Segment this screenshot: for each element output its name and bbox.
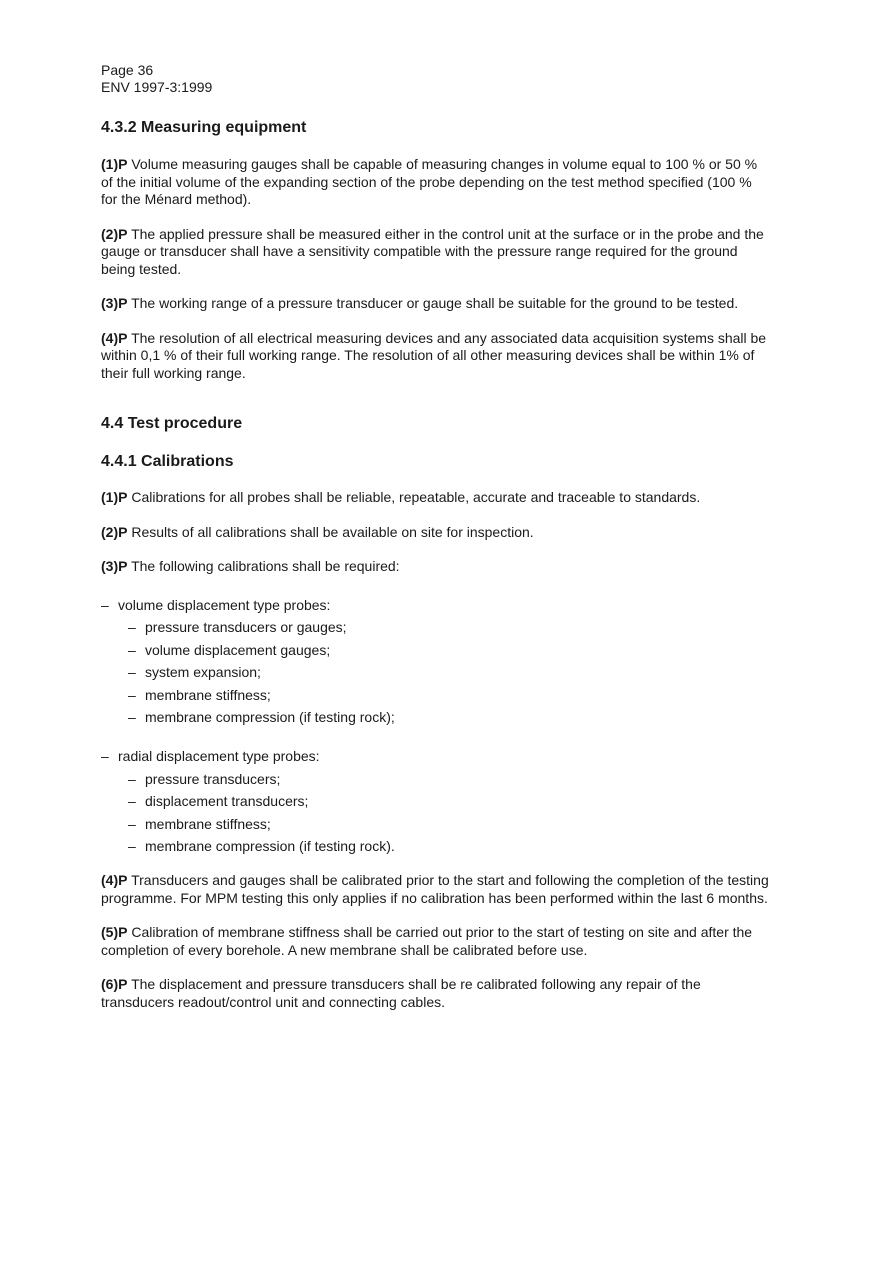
document-page	[101, 62, 771, 1011]
calib-paragraph-6p: (6)P The displacement and pressure transducers shall be re calibrated following any repair of the transducers readout/control unit and connecting cables.	[101, 976, 701, 1010]
heading-4-4-1: 4.4.1 Calibrations	[101, 453, 234, 470]
calib-paragraph-2p: (2)P Results of all calibrations shall be available on site for inspection.	[101, 523, 534, 540]
list-head: – volume displacement type probes:	[101, 596, 331, 613]
volume-probe-list	[101, 594, 771, 730]
paragraph-2p: (2)P The applied pressure shall be measured either in the control unit at the surface or in the probe and the gauge or transducer shall have a sensitivity compatible with the pressure range required for the ground being tested.	[101, 225, 764, 277]
heading-4-3-2: 4.3.2 Measuring equipment	[101, 119, 307, 136]
list-head: – radial displacement type probes:	[101, 748, 320, 765]
paragraph-1p: (1)P Volume measuring gauges shall be capable of measuring changes in volume equal to 100 % or 50 % of the initial volume of the expanding section of the probe depending on the test method specified (100 % for the Ménard method).	[101, 156, 758, 207]
paragraph-3p: (3)P The working range of a pressure transducer or gauge shall be suitable for the ground to be tested.	[101, 295, 739, 311]
list-item: – membrane compression (if testing rock);	[128, 709, 395, 726]
page-header	[101, 62, 771, 96]
heading-4-4: 4.4 Test procedure	[101, 415, 243, 432]
list-item: – membrane stiffness;	[128, 686, 271, 703]
calib-paragraph-4p: (4)P Transducers and gauges shall be calibrated prior to the start and following the completion of the testing programme. For MPM testing this only applies if no calibration has been performed within the last 6 months.	[101, 872, 769, 906]
list-item: – volume displacement gauges;	[128, 641, 331, 658]
calib-paragraph-1p: (1)P Calibrations for all probes shall be reliable, repeatable, accurate and traceable to standards.	[101, 489, 701, 505]
list-item: – pressure transducers or gauges;	[128, 619, 347, 636]
calib-paragraph-3p: (3)P The following calibrations shall be required:	[101, 558, 400, 574]
list-item: – pressure transducers;	[128, 770, 281, 787]
paragraph-4p: (4)P The resolution of all electrical measuring devices and any associated data acquisition systems shall be within 0,1 % of their full working range. The resolution of all other measuring devices shall be within 1% of their full working range.	[101, 329, 767, 381]
page-number: Page 36	[101, 62, 154, 78]
radial-probe-list	[101, 745, 771, 858]
list-item: – membrane compression (if testing rock).	[128, 838, 395, 855]
list-item: – system expansion;	[128, 664, 261, 681]
list-item: – displacement transducers;	[128, 793, 309, 810]
list-item: – membrane stiffness;	[128, 815, 271, 832]
calib-paragraph-5p: (5)P Calibration of membrane stiffness shall be carried out prior to the start of testing on site and after the completion of every borehole. A new membrane shall be calibrated before use.	[101, 924, 753, 958]
document-id: ENV 1997-3:1999	[101, 79, 213, 95]
